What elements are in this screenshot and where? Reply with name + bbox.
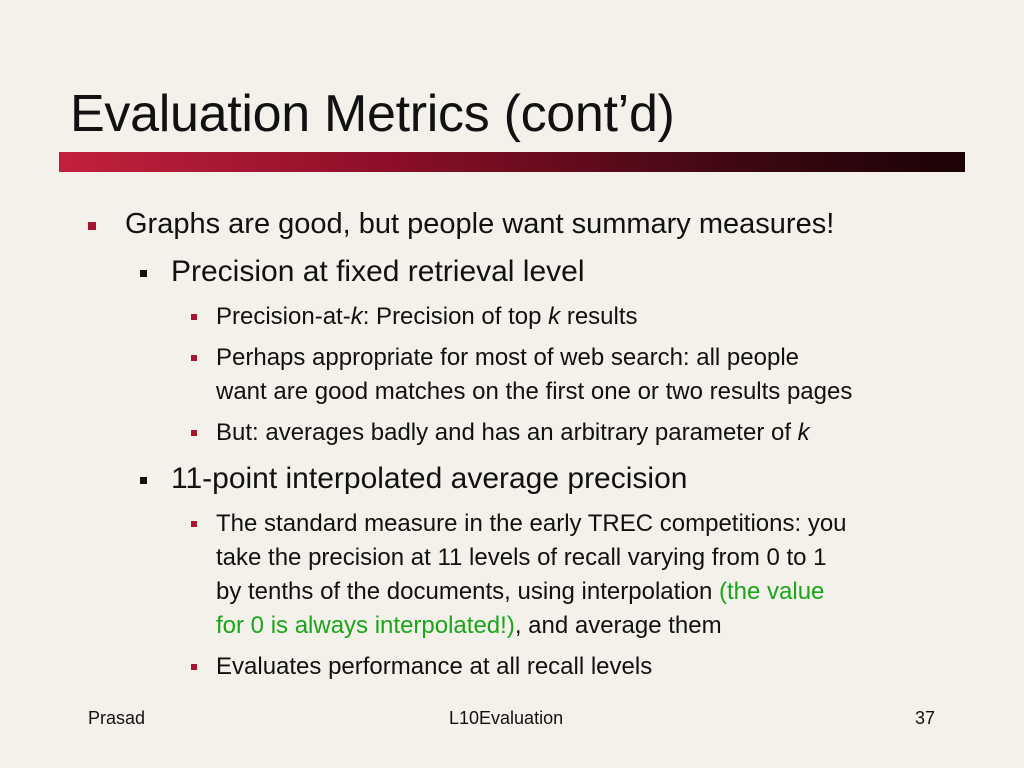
bullet-text: 11-point interpolated average precision: [171, 462, 688, 495]
text-segment: But: averages badly and has an arbitrary parameter of: [216, 419, 798, 446]
text-segment: , and average them: [514, 612, 722, 639]
bullet-marker: [191, 664, 197, 670]
slide-title: Evaluation Metrics (cont’d): [70, 85, 675, 143]
bullet-trec-standard: [191, 507, 847, 643]
bullet-text-line: [216, 575, 847, 609]
footer-slide-number: 37: [915, 708, 936, 728]
bullet-text: Evaluates performance at all recall levels: [216, 653, 653, 680]
bullet-text-line: take the precision at 11 levels of recall varying from 0 to 1: [216, 544, 827, 571]
bullet-text: [216, 300, 638, 334]
bullet-averages-badly: [191, 416, 810, 450]
text-segment: : Precision of top: [362, 303, 549, 330]
bullet-all-recall-levels: [191, 650, 652, 684]
bullet-precision-fixed-level: [140, 255, 585, 289]
bullet-precision-at-k: [191, 300, 638, 334]
bullet-marker: [140, 477, 147, 484]
italic-k: k: [350, 303, 363, 330]
text-segment: by tenths of the documents, using interpolation: [216, 578, 719, 605]
italic-k: k: [548, 303, 561, 330]
bullet-text: Graphs are good, but people want summary measures!: [125, 208, 835, 240]
footer-lecture-name: L10Evaluation: [449, 708, 564, 728]
bullet-marker: [191, 314, 197, 320]
footer-author: Prasad: [88, 708, 146, 728]
highlighted-note: for 0 is always interpolated!): [216, 612, 515, 639]
bullet-marker: [191, 430, 197, 436]
bullet-11-point-precision: [140, 462, 687, 496]
bullet-text-line: The standard measure in the early TREC competitions: you: [216, 510, 847, 537]
text-segment: Precision-at-: [216, 303, 351, 330]
title-underline-bar: [59, 152, 965, 172]
bullet-marker: [191, 521, 197, 527]
bullet-summary-measures: [88, 207, 834, 241]
highlighted-note: (the value: [718, 578, 825, 605]
bullet-text: [216, 416, 810, 450]
bullet-text-line: want are good matches on the first one or two results pages: [216, 378, 853, 405]
text-segment: results: [560, 303, 638, 330]
bullet-marker: [88, 222, 96, 230]
bullet-marker: [191, 355, 197, 361]
bullet-text-line: [216, 609, 847, 643]
bullet-text-line: Perhaps appropriate for most of web search: all people: [216, 344, 799, 371]
bullet-web-search: [191, 341, 852, 409]
bullet-marker: [140, 270, 147, 277]
bullet-text: Precision at fixed retrieval level: [171, 255, 585, 288]
italic-k: k: [797, 419, 810, 446]
